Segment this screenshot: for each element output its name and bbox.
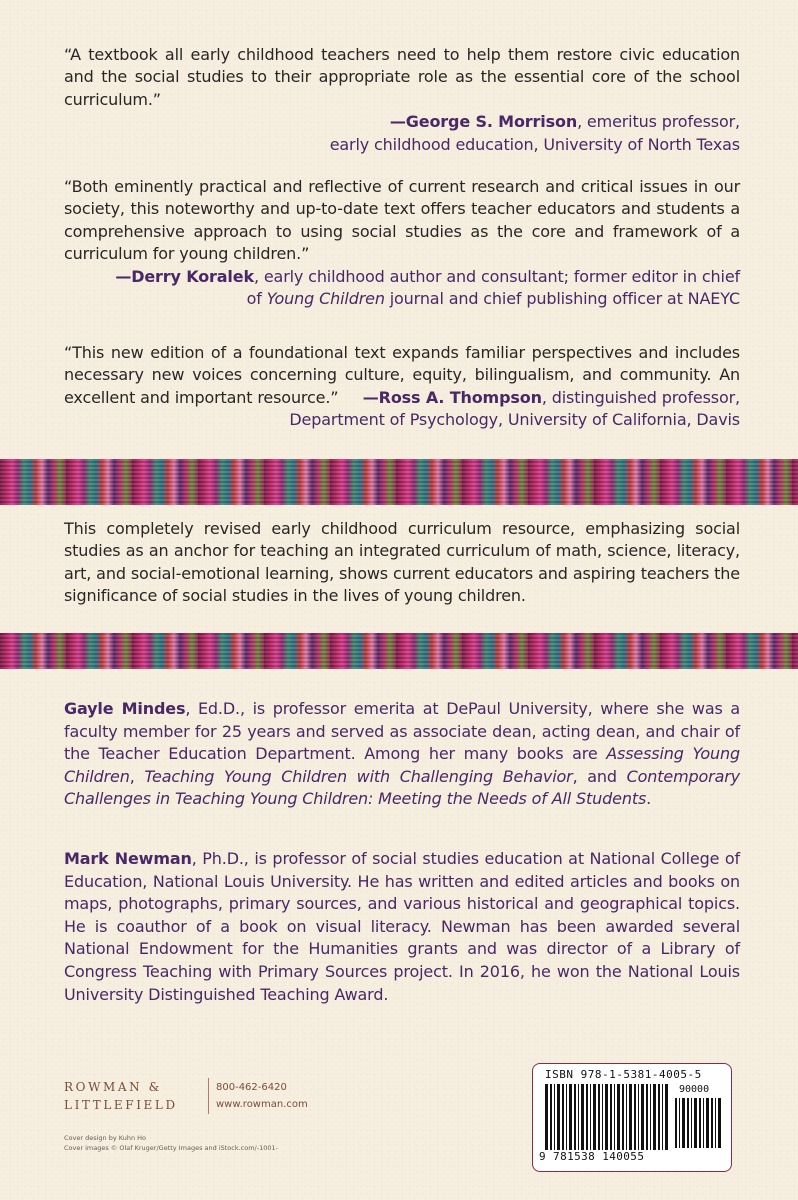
cover-design-credit: Cover design by Kuhn Ho	[64, 1134, 146, 1142]
publisher-phone: 800-462-6420	[216, 1082, 287, 1093]
quote-attribution	[64, 266, 740, 311]
barcode-digits: 9 781538 140055	[539, 1150, 645, 1163]
quote-1	[64, 44, 740, 156]
author-title: , distinguished professor,	[541, 387, 740, 407]
cover-image-credit: Cover images © Olaf Kruger/Getty Images and iStock.com/-1001-	[64, 1144, 278, 1152]
author-affiliation	[247, 289, 740, 308]
quote-text: “A textbook all early childhood teachers need to help them restore civic education and the social studies to their appropriate role as the essential core of the school curriculum.”	[64, 45, 740, 109]
isbn-barcode	[532, 1063, 732, 1172]
quote-3	[64, 342, 740, 432]
publisher-contact	[216, 1079, 308, 1113]
isbn-number: ISBN 978-1-5381-4005-5	[545, 1068, 702, 1081]
publisher-line-2: LITTLEFIELD	[64, 1098, 178, 1112]
quote-2	[64, 176, 740, 310]
author-title: , early childhood author and consultant; former editor in chief	[253, 266, 740, 286]
author-name: Mark Newman	[64, 849, 192, 868]
journal-name: Young Children	[266, 289, 385, 309]
embroidery-band-top	[0, 459, 798, 505]
book-description: This completely revised early childhood curriculum resource, emphasizing social studies as an anchor for teaching an integrated curriculum of math, science, literacy, art, and social-emotional learning, shows current educators and aspiring teachers the significance of social studies in the lives of young children.	[64, 519, 740, 606]
quote-author: —Ross A. Thompson	[362, 387, 542, 407]
book-title: Contemporary Challenges in Teaching Young Children: Meeting the Needs of All Students	[64, 766, 740, 809]
author-bio-1	[64, 698, 740, 811]
quote-author: —Derry Koralek	[115, 266, 254, 286]
author-name: Gayle Mindes	[64, 699, 186, 718]
publisher-logo	[64, 1078, 178, 1114]
author-title: , emeritus professor,	[577, 112, 740, 132]
bio-end: .	[646, 789, 652, 809]
author-affiliation: Department of Psychology, University of California, Davis	[289, 410, 740, 430]
bio-text: , Ph.D., is professor of social studies education at National College of Education, National Louis University. He has written and edited articles and books on maps, photographs, primary sources, and various historical and geographical topics. He is coauthor of a book on visual literacy. Newman has been awarded several National Endowment for the Humanities grants and was director of a Library of Congress Teaching with Primary Sources project. In 2016, he won the National Louis University Distinguished Teaching Award.	[64, 849, 740, 1004]
bio-sep: , and	[572, 766, 627, 786]
book-title: Teaching Young Children with Challenging Behavior	[144, 766, 573, 786]
price-barcode-icon	[675, 1098, 721, 1148]
bio-text: , Ed.D., is professor emerita at DePaul University, where she was a faculty member for 25 years and served as associate dean, acting dean, and chair of the Teacher Education Department. Among her many books are	[64, 699, 740, 764]
price-code: 90000	[679, 1084, 710, 1095]
author-bio-2	[64, 848, 740, 1006]
publisher-divider	[208, 1078, 209, 1114]
bio-sep: ,	[129, 766, 145, 786]
affiliation-suffix: journal and chief publishing officer at NAEYC	[384, 289, 740, 309]
author-affiliation: early childhood education, University of North Texas	[329, 134, 740, 154]
book-title: Assessing Young Children	[64, 744, 740, 786]
quote-text: “This new edition of a foundational text expands familiar perspectives and includes necessary new voices concerning culture, equity, bilingualism, and community. An excellent and important resource.”	[64, 343, 740, 407]
barcode-bars-icon	[545, 1084, 670, 1150]
embroidery-band-bottom	[0, 633, 798, 669]
quote-author: —George S. Morrison	[389, 112, 578, 132]
quote-text: “Both eminently practical and reflective of current research and critical issues in our society, this noteworthy and up-to-date text offers teacher educators and students a comprehensive approach to using social studies as the core and framework of a curriculum for young children.”	[64, 177, 740, 264]
publisher-line-1: ROWMAN &	[64, 1080, 162, 1094]
cover-credits	[64, 1133, 278, 1153]
quote-attribution	[64, 111, 740, 156]
publisher-url: www.rowman.com	[216, 1099, 308, 1110]
affiliation-prefix: of	[246, 289, 267, 309]
